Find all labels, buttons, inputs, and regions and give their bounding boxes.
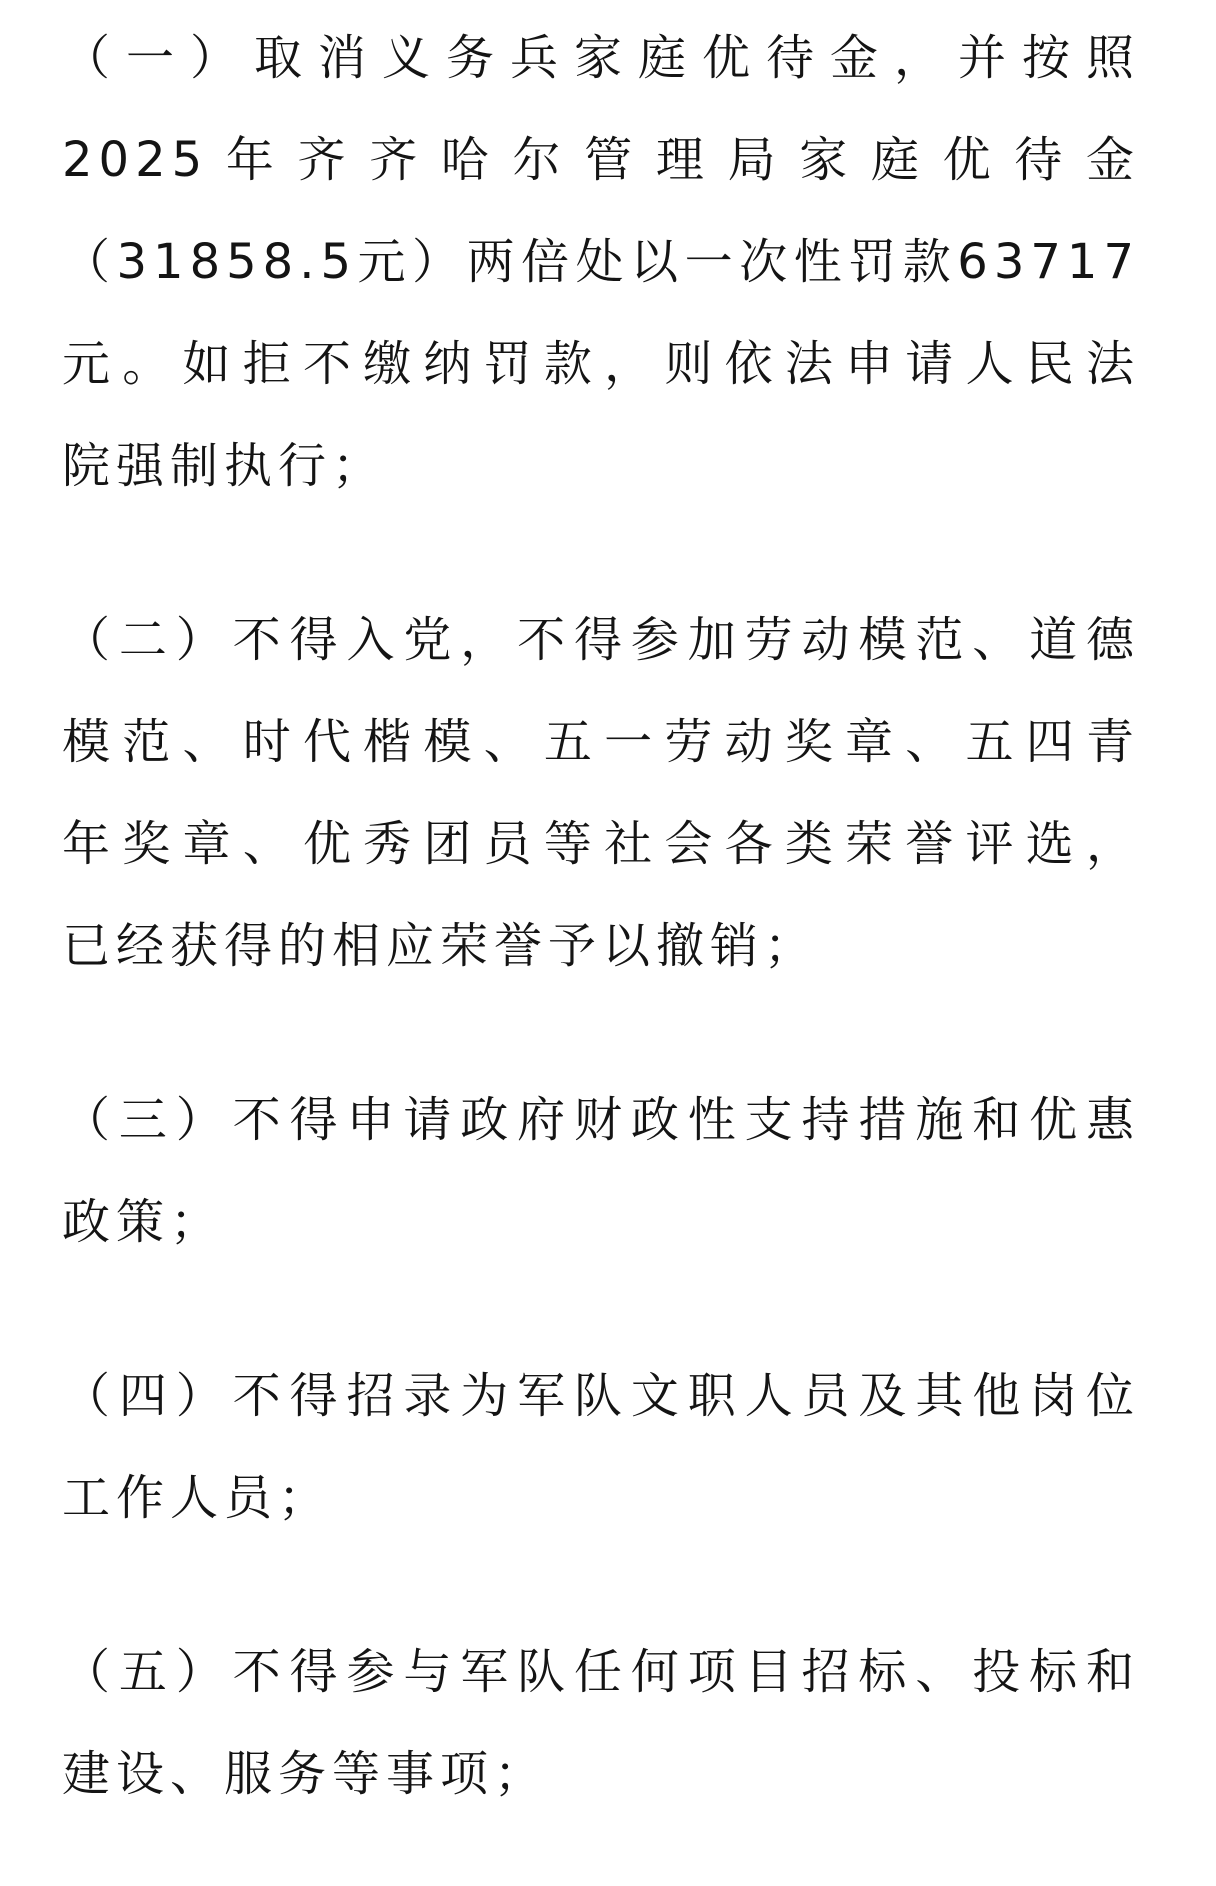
paragraph-line: （二）不得入党，不得参加劳动模范、道德 <box>62 612 1140 668</box>
paragraph-line: 元。如拒不缴纳罚款，则依法申请人民法 <box>62 336 1140 392</box>
paragraph-line: （一）取消义务兵家庭优待金，并按照 <box>62 30 1140 86</box>
paragraph-line: 模范、时代楷模、五一劳动奖章、五四青 <box>62 714 1140 770</box>
paragraph-item-2 <box>62 589 1140 997</box>
paragraph-line: （四）不得招录为军队文职人员及其他岗位 <box>62 1368 1140 1424</box>
paragraph-line: （三）不得申请政府财政性支持措施和优惠 <box>62 1092 1140 1148</box>
paragraph-line: （五）不得参与军队任何项目招标、投标和 <box>62 1644 1140 1700</box>
paragraph-line: 已经获得的相应荣誉予以撤销； <box>62 918 819 974</box>
paragraph-line: 建设、服务等事项； <box>62 1746 549 1802</box>
paragraph-line: 政策； <box>62 1194 225 1250</box>
paragraph-item-1 <box>62 7 1140 517</box>
paragraph-item-3 <box>62 1069 1140 1273</box>
paragraph-item-5 <box>62 1621 1140 1825</box>
paragraph-line: （31858.5元）两倍处以一次性罚款63717 <box>62 234 1140 290</box>
paragraph-line: 年奖章、优秀团员等社会各类荣誉评选， <box>62 816 1140 872</box>
paragraph-line: 工作人员； <box>62 1470 333 1526</box>
paragraph-line: 院强制执行； <box>62 438 387 494</box>
paragraph-line: 2025年齐齐哈尔管理局家庭优待金 <box>62 132 1140 188</box>
paragraph-item-4 <box>62 1345 1140 1549</box>
